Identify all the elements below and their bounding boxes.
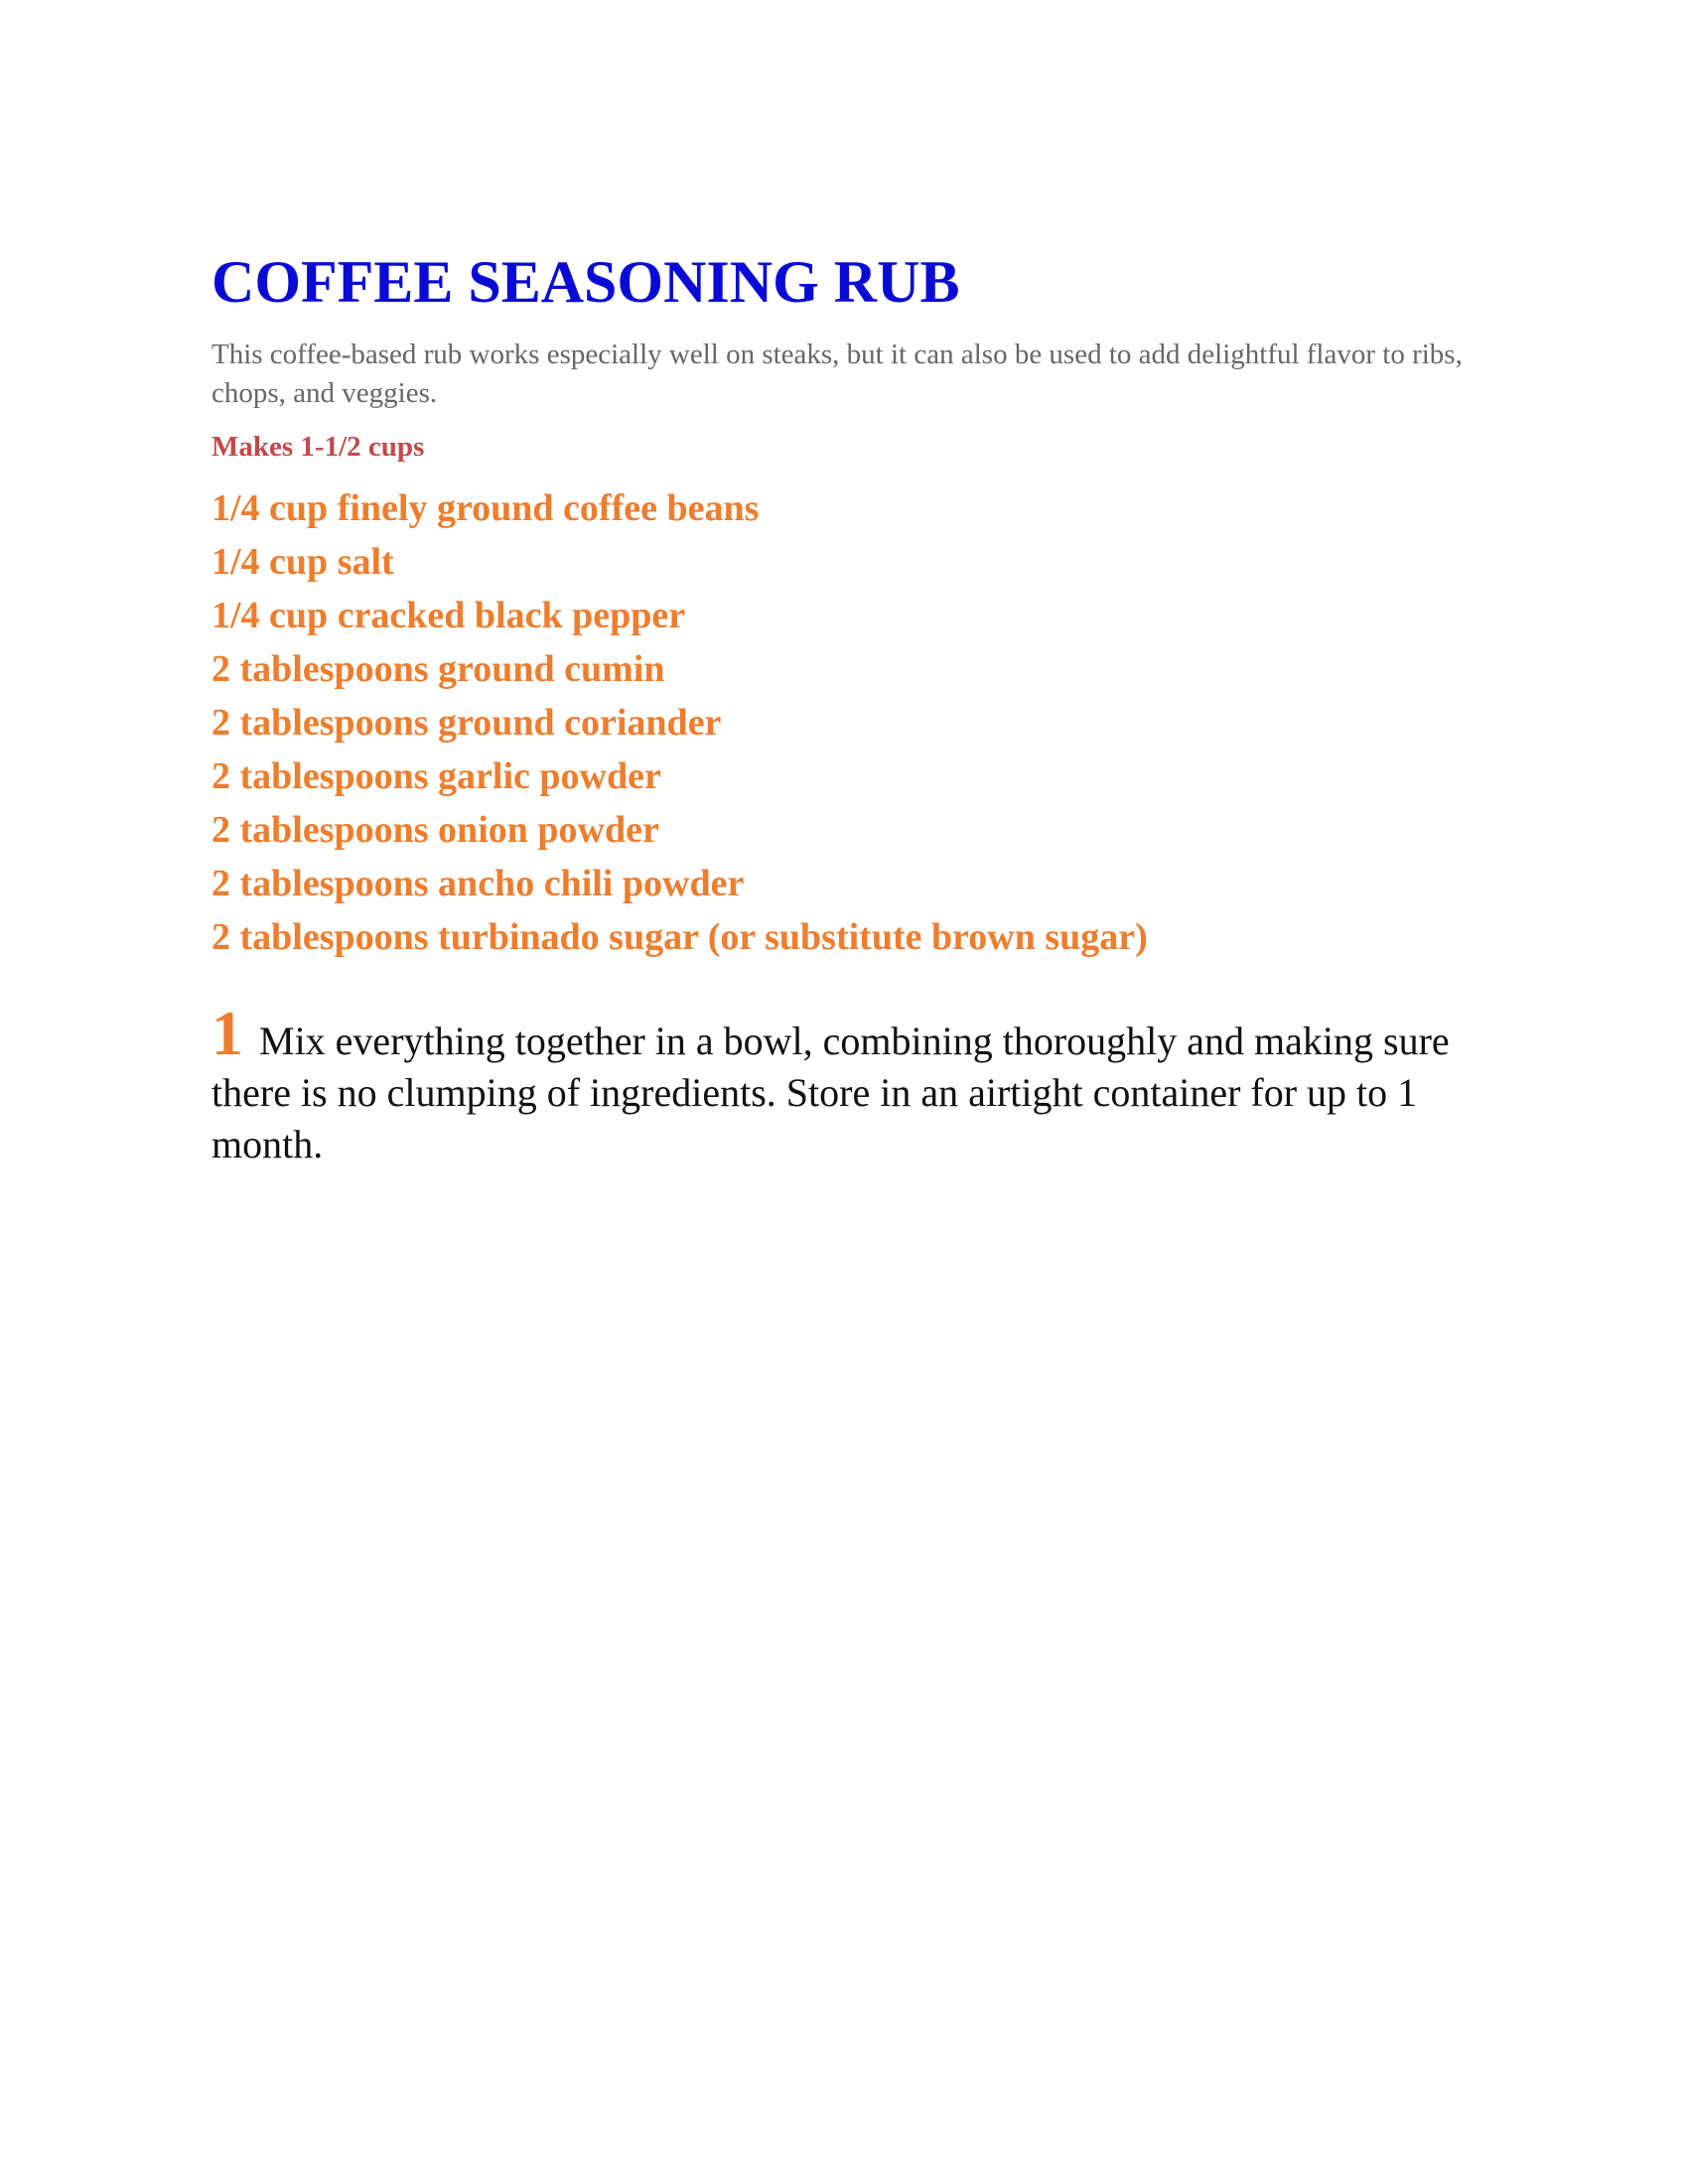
recipe-step: [211, 998, 1492, 1170]
ingredient-list: [211, 481, 1148, 964]
ingredient-item: 2 tablespoons turbinado sugar (or substitute brown sugar): [211, 916, 1148, 958]
ingredient-item: 1/4 cup salt: [211, 541, 394, 583]
recipe-title: COFFEE SEASONING RUB: [211, 249, 960, 315]
ingredient-item: 2 tablespoons ground cumin: [211, 648, 665, 690]
recipe-intro: This coffee-based rub works especially well on steaks, but it can also be used to add delightful flavor to ribs, chops, and veggies.: [211, 339, 1463, 409]
step-text: Mix everything together in a bowl, combining thoroughly and making sure there is no clumping of ingredients. Store in an airtight container for up to 1 month.: [211, 1019, 1450, 1166]
ingredient-item: 2 tablespoons ground coriander: [211, 702, 722, 744]
ingredient-item: 2 tablespoons ancho chili powder: [211, 863, 745, 904]
step-number: 1: [211, 998, 243, 1068]
ingredient-item: 2 tablespoons onion powder: [211, 809, 659, 851]
ingredient-item: 1/4 cup finely ground coffee beans: [211, 487, 760, 529]
recipe-yield: Makes 1-1/2 cups: [211, 431, 425, 463]
ingredient-item: 2 tablespoons garlic powder: [211, 755, 661, 797]
ingredient-item: 1/4 cup cracked black pepper: [211, 595, 686, 636]
